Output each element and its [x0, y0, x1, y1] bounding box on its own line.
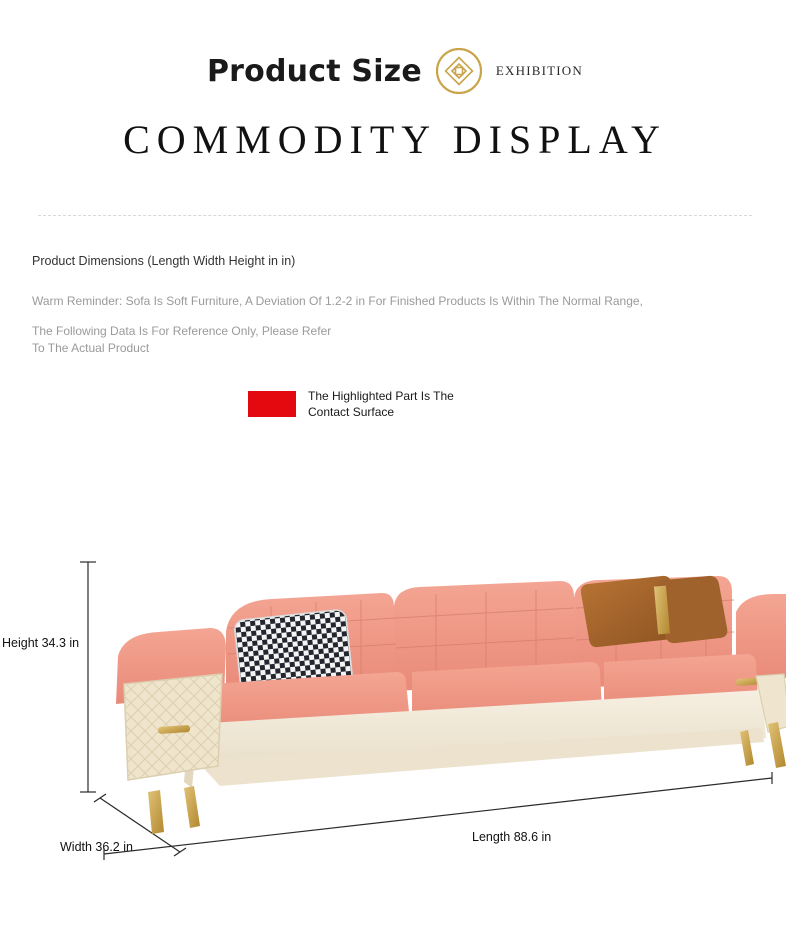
exhibition-label: EXHIBITION — [495, 63, 583, 78]
diamond-emblem-icon — [436, 48, 482, 94]
warning-line-1: Warm Reminder: Sofa Is Soft Furniture, A Deviation Of 1.2-2 in For Finished Products Is Within The Normal Range, — [32, 294, 643, 308]
legend-color-swatch — [248, 391, 296, 417]
product-info-block — [32, 254, 732, 358]
height-dimension-label: Height 34.3 in — [2, 636, 80, 650]
header-title-row — [0, 48, 790, 94]
warning-line-3: To The Actual Product — [32, 341, 150, 356]
page-subtitle: COMMODITY DISPLAY — [123, 117, 667, 162]
dimensions-caption: Product Dimensions (Length Width Height in in) — [32, 254, 296, 268]
page-header — [0, 0, 790, 163]
section-divider — [38, 215, 752, 216]
legend — [248, 388, 790, 420]
legend-text-line-1: The Highlighted Part Is The — [308, 388, 454, 403]
legend-text — [308, 388, 454, 420]
warning-line-2: The Following Data Is For Reference Only, Please Refer — [32, 324, 332, 338]
page-title: Product Size — [207, 53, 422, 89]
length-dimension-label: Length 88.6 in — [472, 830, 552, 844]
width-dimension-label: Width 36.2 in — [60, 840, 133, 854]
legend-text-line-2: Contact Surface — [308, 404, 395, 419]
sofa-illustration — [96, 556, 786, 836]
